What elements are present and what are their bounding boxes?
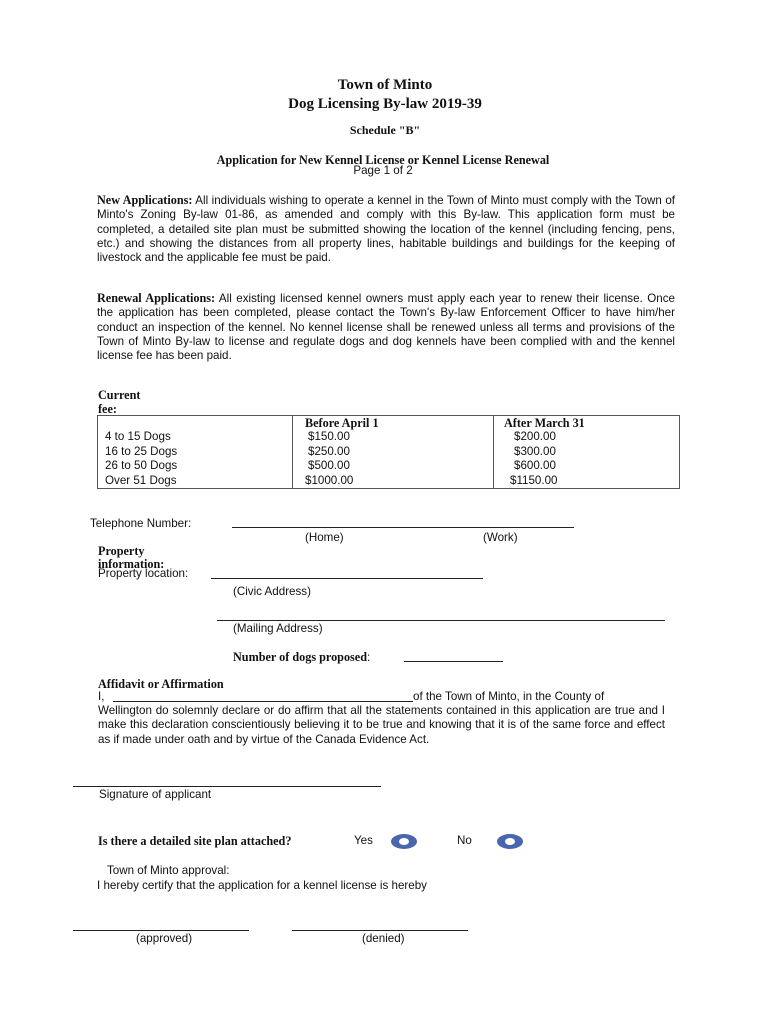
approved-label: (approved) <box>136 932 193 945</box>
property-location-field[interactable] <box>211 578 483 579</box>
new-applications-paragraph <box>97 193 675 265</box>
approval-heading: Town of Minto approval: <box>107 864 230 877</box>
fee-range-cell: 26 to 50 Dogs <box>105 459 178 473</box>
fee-range-cell: 16 to 25 Dogs <box>105 444 178 458</box>
telephone-work-label: (Work) <box>483 531 518 544</box>
page-number: Page 1 of 2 <box>353 164 413 177</box>
fee-range-cell: Over 51 Dogs <box>105 473 177 487</box>
renewal-text: All existing licensed kennel owners must apply each year to renew their license. Once the application has been completed, please contact the Town's By-law Enforcement Officer to have him/her conduct an inspection of the kennel. No kennel license shall be renewed unless all terms and provisions of the Town of Minto By-law to license and regulate dogs and dog kennels have been complied with and the kennel license fee has been paid. <box>97 292 675 363</box>
fee-label-line2: fee: <box>98 402 117 416</box>
telephone-label: Telephone Number: <box>90 517 192 530</box>
site-plan-yes-label: Yes <box>354 834 373 847</box>
new-applications-text: All individuals wishing to operate a kennel in the Town of Minto must comply with the Town of Minto's Zoning By-law 01-86, as amended and comply with this By-law. This application form must be completed, a detailed site plan must be submitted showing the location of the kennel (including fencing, pens, etc.) and showing the distances from all property lines, habitable buildings and buildings for the keeping of livestock and the applicable fee must be paid. <box>97 194 675 265</box>
mailing-address-label: (Mailing Address) <box>233 622 323 635</box>
fee-before-cell: $1000.00 <box>305 473 354 487</box>
fee-range-column <box>98 416 293 489</box>
denied-signature-field[interactable] <box>292 930 468 931</box>
site-plan-no-label: No <box>457 834 472 847</box>
telephone-field[interactable] <box>232 527 574 528</box>
fee-after-cell: $1150.00 <box>510 473 558 487</box>
form-title: Application for New Kennel License or Kennel License Renewal <box>216 153 550 167</box>
fee-after-header: After March 31 <box>504 416 585 430</box>
dogs-proposed-label: Number of dogs proposed <box>233 650 367 664</box>
new-applications-label: New Applications: <box>97 193 193 207</box>
property-heading-line1: Property <box>98 544 145 558</box>
mailing-address-field[interactable] <box>217 620 665 621</box>
affidavit-heading: Affidavit or Affirmation <box>98 677 224 691</box>
fee-before-cell: $250.00 <box>308 444 350 458</box>
civic-address-label: (Civic Address) <box>233 585 311 598</box>
dogs-proposed-field[interactable] <box>404 661 503 662</box>
approval-text: I hereby certify that the application for a kennel license is hereby <box>97 879 427 892</box>
renewal-label: Renewal Applications: <box>97 291 216 305</box>
site-plan-question: Is there a detailed site plan attached? <box>98 834 292 848</box>
fee-range-cell: 4 to 15 Dogs <box>105 430 171 444</box>
org-title: Town of Minto <box>337 77 433 93</box>
site-plan-no-radio[interactable] <box>497 834 523 849</box>
signature-field[interactable] <box>73 786 381 787</box>
denied-label: (denied) <box>362 932 405 945</box>
fee-before-cell: $150.00 <box>308 430 350 444</box>
fee-before-header: Before April 1 <box>305 416 379 430</box>
affidavit-prefix: I, <box>98 690 105 703</box>
renewal-paragraph <box>97 291 675 363</box>
dogs-proposed-row <box>233 650 370 665</box>
schedule-title: Schedule "B" <box>349 123 421 137</box>
approved-signature-field[interactable] <box>73 930 249 931</box>
fee-after-cell: $300.00 <box>514 444 556 458</box>
telephone-home-label: (Home) <box>305 531 344 544</box>
dogs-proposed-colon: : <box>366 651 371 664</box>
affidavit-name-field[interactable] <box>113 701 413 702</box>
affidavit-text: Wellington do solemnly declare or do affirm that all the statements contained in this application are true and I make this declaration conscientiously believing it to be true and knowing that it is of the same force and effect as if made under oath and by virtue of the Canada Evidence Act. <box>98 704 665 746</box>
site-plan-yes-radio[interactable] <box>391 834 417 849</box>
property-heading-line2: information: <box>98 557 165 571</box>
fee-before-column <box>293 416 494 489</box>
bylaw-title: Dog Licensing By-law 2019-39 <box>288 96 482 112</box>
fee-table <box>97 415 680 489</box>
fee-after-column <box>494 416 680 489</box>
signature-label: Signature of applicant <box>99 788 212 801</box>
fee-label-line1: Current <box>98 388 141 402</box>
fee-label <box>98 388 140 416</box>
fee-after-cell: $200.00 <box>514 430 556 444</box>
fee-before-cell: $500.00 <box>308 459 350 473</box>
affidavit-suffix: of the Town of Minto, in the County of <box>413 690 605 703</box>
property-location-label: Property location: <box>98 567 189 580</box>
fee-after-cell: $600.00 <box>514 459 556 473</box>
